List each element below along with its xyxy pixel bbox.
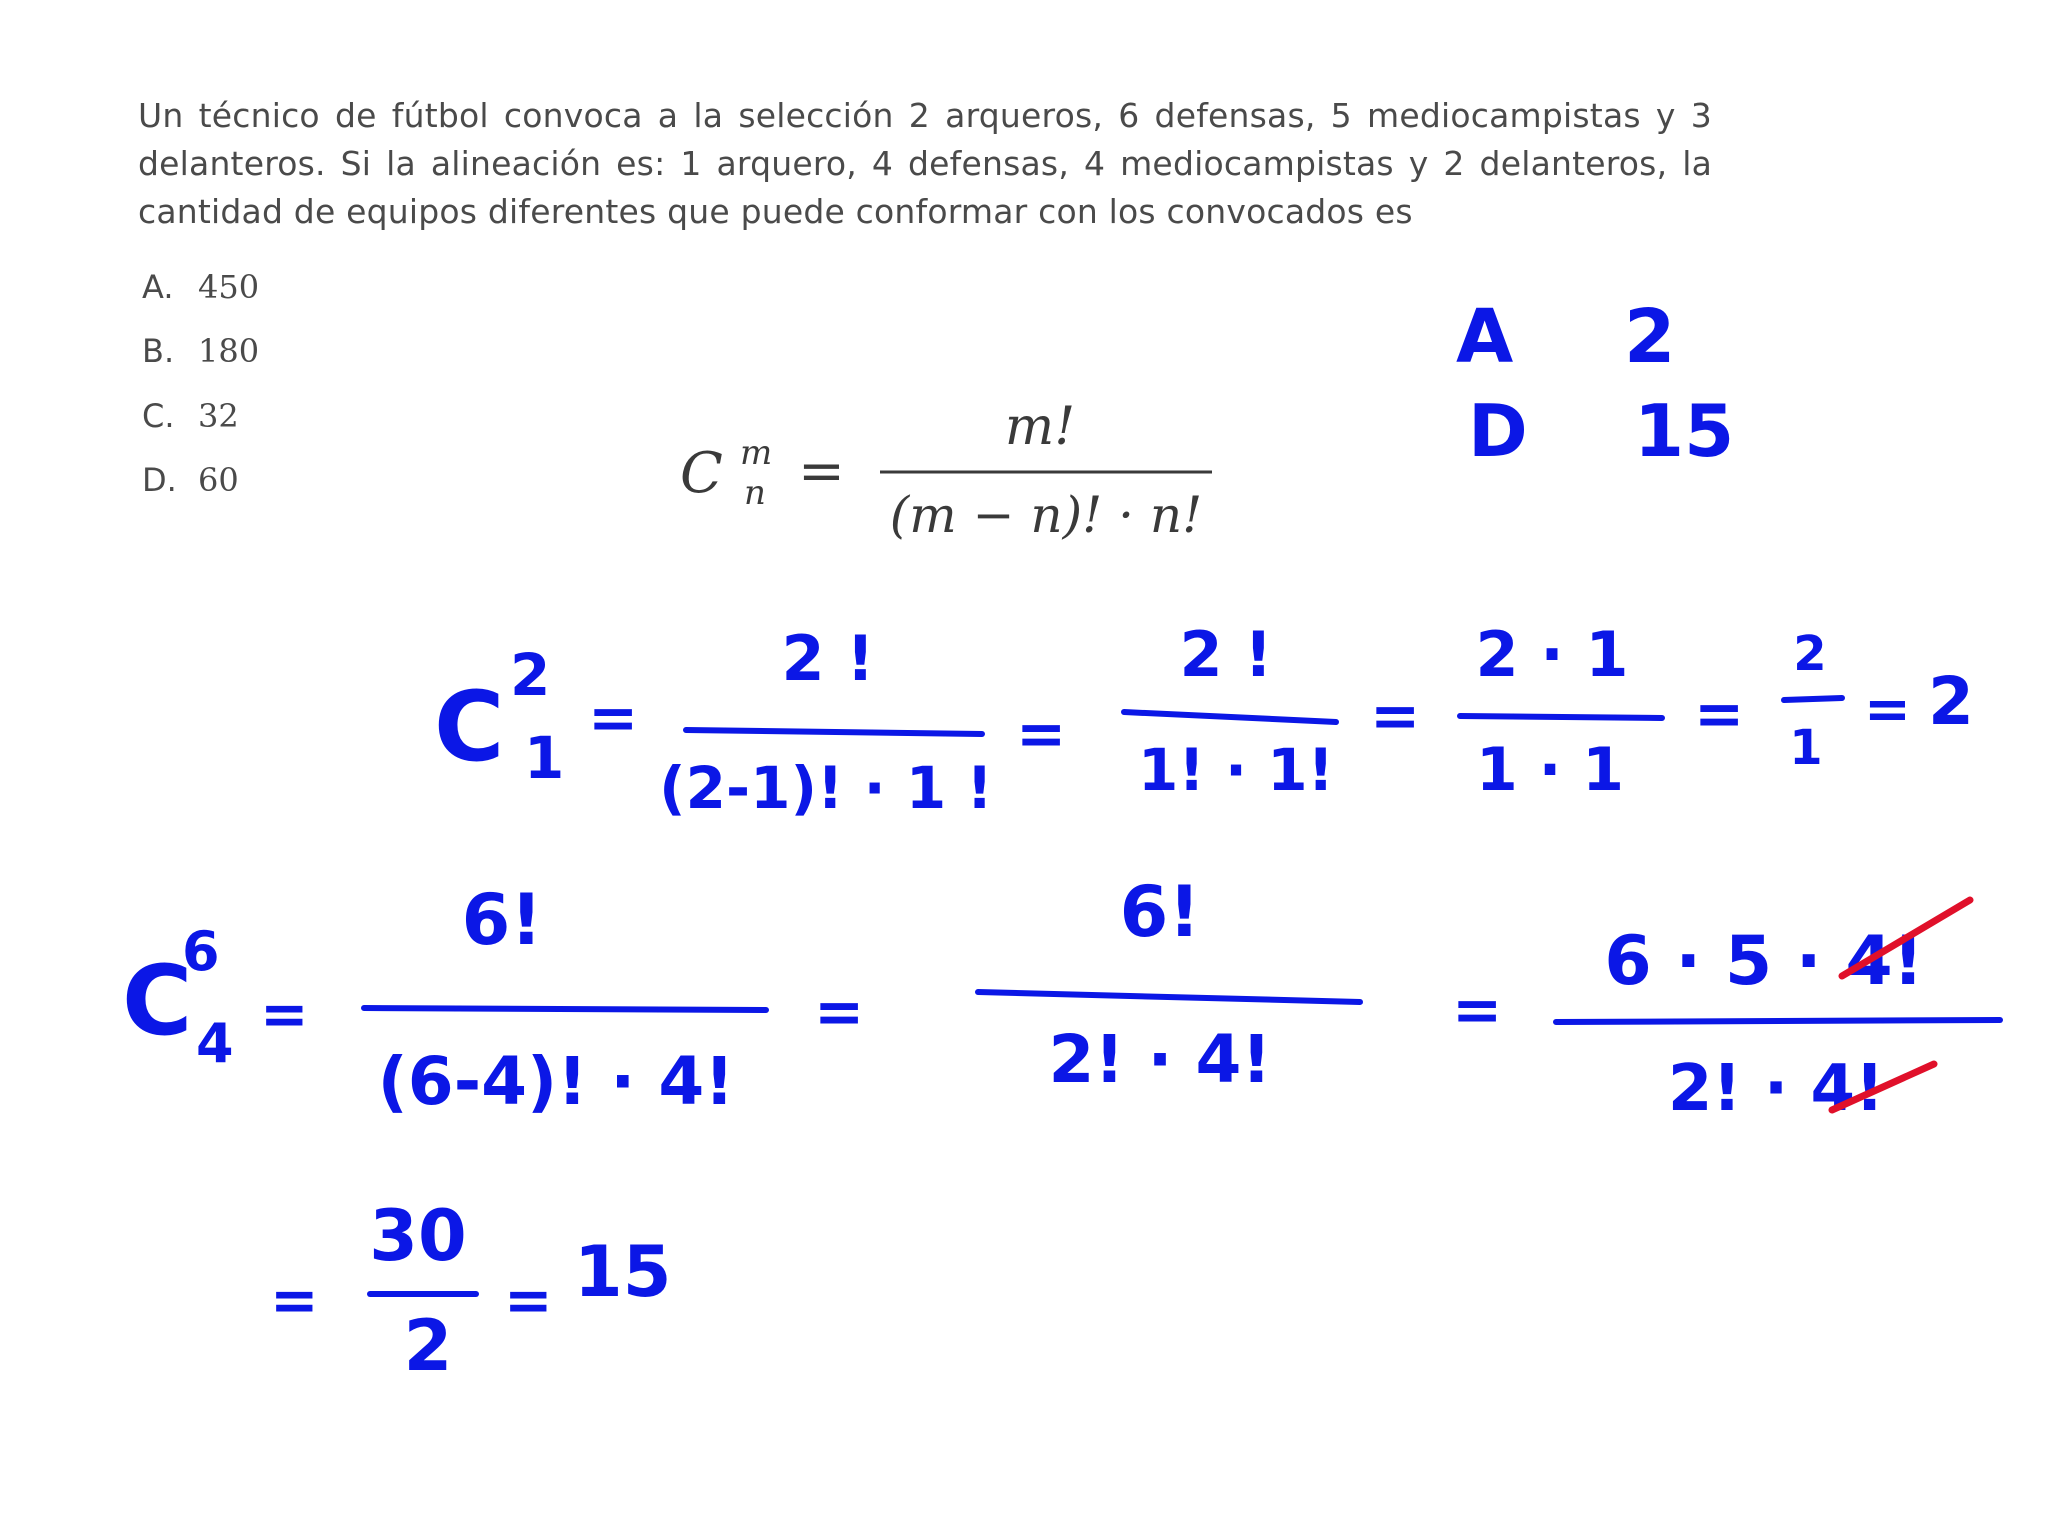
formula-numerator: m!	[1004, 400, 1076, 457]
calc2-frac3-bar	[1556, 1020, 2000, 1022]
calc2-eq3: =	[1452, 975, 1503, 1045]
calc1-sub: 1	[524, 724, 565, 792]
calc2-frac1-bar	[364, 1008, 766, 1010]
calc1-frac3-denominator: 1 · 1	[1475, 735, 1625, 805]
formula-superscript: m	[740, 433, 773, 473]
side-note-a-label: A	[1456, 294, 1514, 380]
option-value: 32	[198, 397, 239, 435]
calc1-frac4-bar	[1784, 698, 1842, 700]
calc3-result: 15	[574, 1231, 672, 1313]
formula-subscript: n	[744, 473, 766, 513]
calc2-eq1: =	[260, 980, 309, 1048]
option-letter: B.	[142, 332, 175, 370]
calc1-frac3-bar	[1460, 716, 1662, 718]
calc1-sup: 2	[510, 641, 551, 709]
calc1-frac4-numerator: 2	[1793, 626, 1827, 682]
side-note-a-value: 2	[1624, 294, 1676, 380]
calc1-eq4: =	[1694, 679, 1745, 749]
calc2-frac2-denominator: 2! · 4!	[1048, 1021, 1272, 1098]
calc2-frac2-bar	[978, 992, 1360, 1002]
side-note-d-label: D	[1468, 389, 1528, 473]
side-notes	[1456, 294, 1734, 473]
option-value: 180	[198, 332, 260, 370]
calc1-frac1-bar	[686, 730, 982, 734]
side-note-d-value: 15	[1634, 389, 1735, 473]
calc1-frac2-numerator: 2 !	[1179, 618, 1273, 691]
calc3-eq2: =	[504, 1266, 553, 1334]
calc1-frac3-numerator: 2 · 1	[1475, 618, 1629, 691]
calc1-frac4-denominator: 1	[1789, 720, 1823, 776]
calc1-eq5: =	[1864, 677, 1911, 742]
calc2-frac3-numerator: 6 · 5 · 4!	[1604, 922, 1924, 1001]
calc2-sub: 4	[196, 1012, 234, 1075]
calc1-frac2-bar	[1124, 712, 1336, 722]
calc2-sup: 6	[182, 920, 220, 983]
formula-denominator: (m − n)! · n!	[889, 486, 1203, 544]
calc3-eq1: =	[270, 1266, 319, 1334]
calc-c-2-1	[434, 618, 1974, 822]
option-value: 450	[198, 268, 260, 306]
calc-final	[270, 1195, 671, 1387]
calc1-frac2-denominator: 1! · 1!	[1137, 736, 1335, 804]
option-letter: C.	[142, 397, 175, 435]
option-letter: A.	[142, 268, 174, 306]
calc2-frac1-numerator: 6!	[461, 879, 543, 961]
calc2-frac1-denominator: (6-4)! · 4!	[377, 1043, 735, 1120]
calc2-frac2-numerator: 6!	[1119, 871, 1201, 953]
calc1-frac1-numerator: 2 !	[781, 622, 875, 695]
calc2-eq2: =	[814, 977, 865, 1047]
calc1-eq2: =	[1016, 699, 1067, 769]
problem-line-1: Un técnico de fútbol convoca a la selección 2 arqueros, 6 defensas, 5 mediocampistas y 3	[138, 96, 1712, 135]
problem-line-2: delanteros. Si la alineación es: 1 arquero, 4 defensas, 4 mediocampistas y 2 delanteros, la	[138, 144, 1712, 183]
calc1-eq1: =	[588, 683, 639, 753]
formula-symbol: C	[680, 441, 723, 506]
calc2-frac3-denominator: 2! · 4!	[1667, 1052, 1885, 1126]
formula-equals: =	[798, 439, 845, 504]
calc3-frac-numerator: 30	[369, 1195, 467, 1277]
calc-c-6-4	[122, 871, 2000, 1126]
calc1-symbol: C	[434, 671, 505, 783]
calc1-result: 2	[1928, 663, 1974, 740]
option-value: 60	[198, 461, 239, 499]
calc3-frac-denominator: 2	[403, 1305, 453, 1387]
calc1-frac1-denominator: (2-1)! · 1 !	[659, 754, 993, 822]
calc2-symbol: C	[122, 945, 193, 1057]
problem-line-3: cantidad de equipos diferentes que puede conformar con los convocados es	[138, 192, 1413, 231]
calc1-eq3: =	[1370, 681, 1421, 751]
option-letter: D.	[142, 461, 177, 499]
